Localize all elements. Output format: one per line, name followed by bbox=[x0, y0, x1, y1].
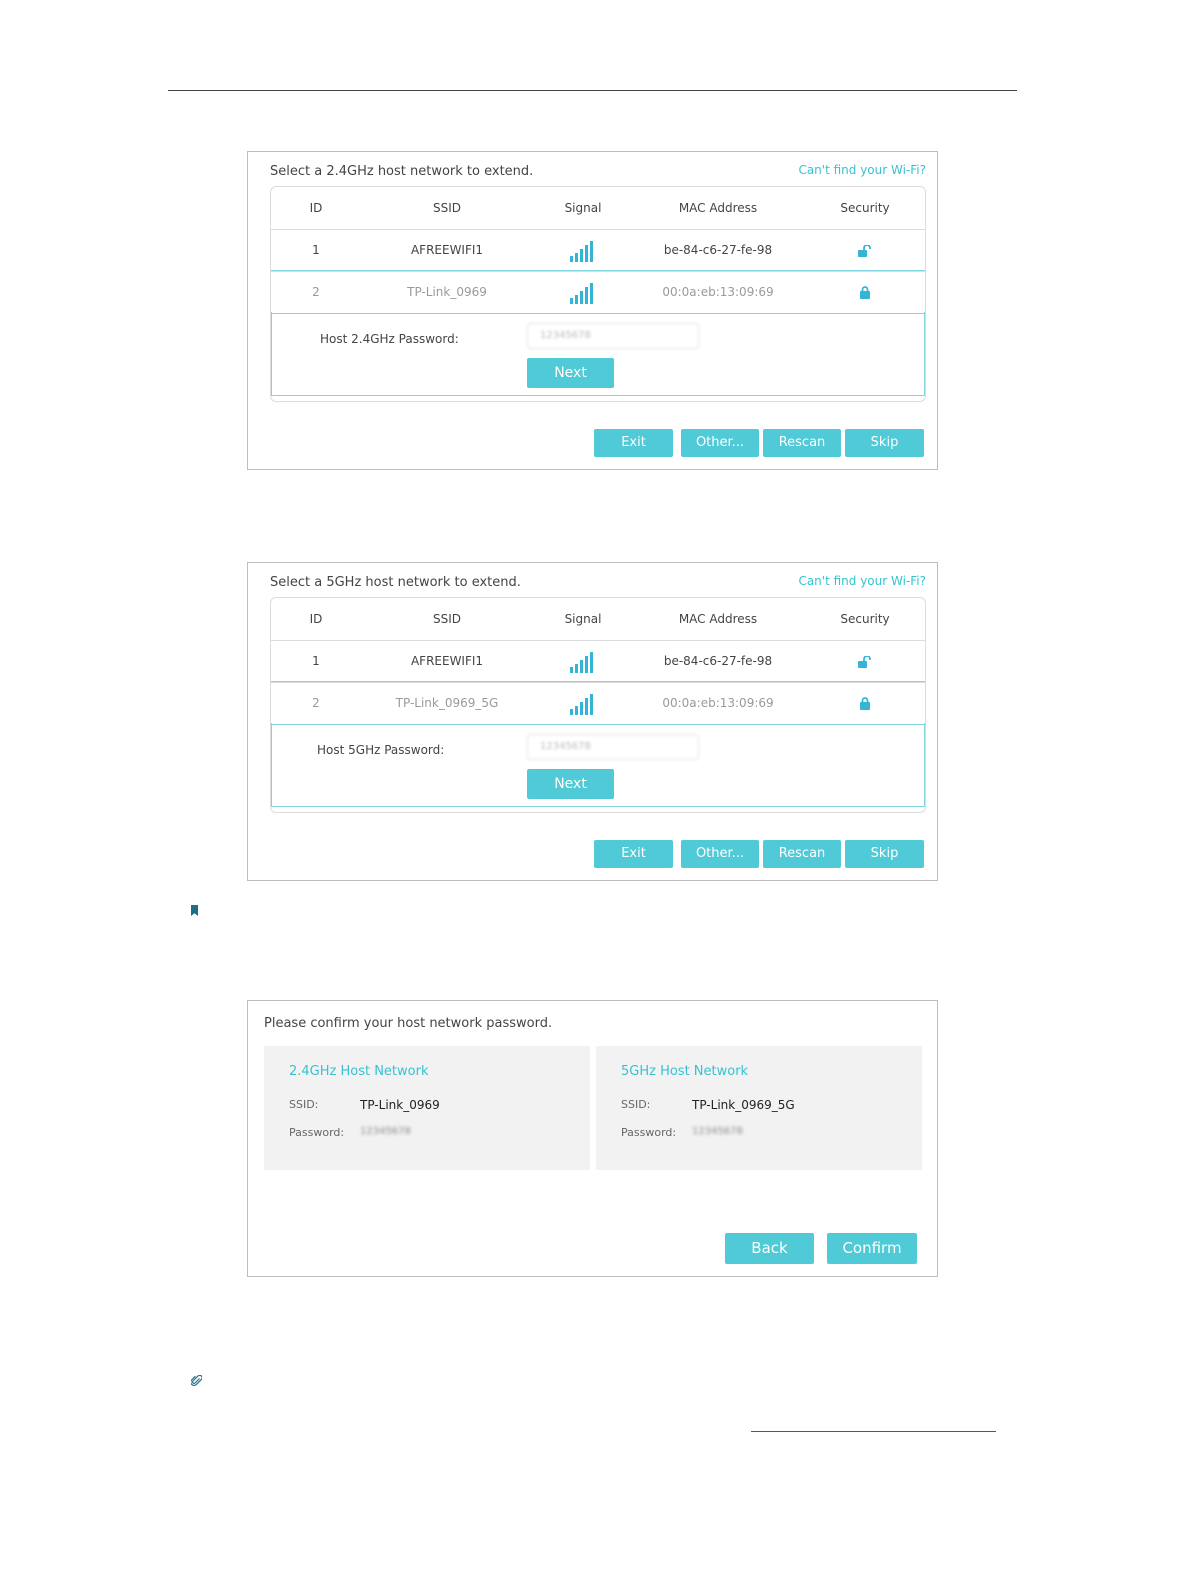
lock-icon bbox=[803, 682, 926, 724]
card-heading: 2.4GHz Host Network bbox=[289, 1064, 429, 1079]
row-mac: be-84-c6-27-fe-98 bbox=[663, 654, 773, 668]
skip-button[interactable]: Skip bbox=[845, 429, 924, 457]
password-section bbox=[271, 312, 925, 396]
ssid-value: TP-Link_0969_5G bbox=[692, 1098, 795, 1112]
signal-icon bbox=[533, 271, 633, 313]
host-network-24ghz-card bbox=[264, 1046, 590, 1170]
back-button[interactable]: Back bbox=[725, 1233, 814, 1264]
cant-find-wifi-link[interactable]: Can't find your Wi-Fi? bbox=[798, 163, 926, 177]
row-id: 1 bbox=[312, 243, 320, 257]
card-heading: 5GHz Host Network bbox=[621, 1064, 749, 1079]
password-label: Host 5GHz Password: bbox=[317, 743, 445, 757]
next-button[interactable]: Next bbox=[527, 769, 614, 799]
header-mac: MAC Address bbox=[678, 201, 758, 215]
cant-find-wifi-link[interactable]: Can't find your Wi-Fi? bbox=[798, 574, 926, 588]
password-label: Password: bbox=[621, 1126, 677, 1139]
network-table bbox=[270, 597, 926, 813]
table-row[interactable] bbox=[271, 229, 925, 272]
next-button[interactable]: Next bbox=[527, 358, 614, 388]
row-id: 2 bbox=[312, 696, 320, 710]
password-value: 12345678 bbox=[692, 1126, 743, 1137]
scan-panel-5ghz bbox=[247, 562, 938, 881]
header-security: Security bbox=[840, 612, 890, 626]
table-row[interactable] bbox=[271, 640, 925, 683]
unlock-icon bbox=[803, 640, 926, 682]
bookmark-icon bbox=[191, 905, 198, 916]
other-button[interactable]: Other... bbox=[681, 840, 759, 868]
rescan-button[interactable]: Rescan bbox=[763, 429, 841, 457]
page-header-rule bbox=[168, 90, 1017, 91]
confirm-button[interactable]: Confirm bbox=[827, 1233, 917, 1264]
signal-icon bbox=[533, 640, 633, 682]
host-network-5ghz-card bbox=[596, 1046, 922, 1170]
row-ssid: TP-Link_0969 bbox=[407, 285, 487, 299]
header-signal: Signal bbox=[564, 201, 602, 215]
ssid-label: SSID: bbox=[621, 1098, 651, 1111]
table-header bbox=[271, 187, 925, 230]
header-ssid: SSID bbox=[432, 201, 461, 215]
ssid-label: SSID: bbox=[289, 1098, 319, 1111]
password-label: Password: bbox=[289, 1126, 345, 1139]
skip-button[interactable]: Skip bbox=[845, 840, 924, 868]
panel-title: Select a 2.4GHz host network to extend. bbox=[270, 164, 534, 179]
row-mac: be-84-c6-27-fe-98 bbox=[663, 243, 773, 257]
row-mac: 00:0a:eb:13:09:69 bbox=[662, 285, 774, 299]
row-ssid: AFREEWIFI1 bbox=[410, 654, 484, 668]
unlock-icon bbox=[803, 229, 926, 271]
confirm-panel bbox=[247, 1000, 938, 1277]
signal-icon bbox=[533, 229, 633, 271]
header-id: ID bbox=[309, 612, 323, 626]
row-id: 2 bbox=[312, 285, 320, 299]
panel-title: Please confirm your host network password. bbox=[264, 1016, 553, 1031]
row-ssid: TP-Link_0969_5G bbox=[395, 696, 499, 710]
header-signal: Signal bbox=[564, 612, 602, 626]
panel-title: Select a 5GHz host network to extend. bbox=[270, 575, 521, 590]
other-button[interactable]: Other... bbox=[681, 429, 759, 457]
rescan-button[interactable]: Rescan bbox=[763, 840, 841, 868]
lock-icon bbox=[803, 271, 926, 313]
hyperlink-underline[interactable] bbox=[751, 1431, 996, 1432]
row-mac: 00:0a:eb:13:09:69 bbox=[662, 696, 774, 710]
row-ssid: AFREEWIFI1 bbox=[410, 243, 484, 257]
password-input[interactable]: 12345678 bbox=[527, 734, 699, 760]
row-id: 1 bbox=[312, 654, 320, 668]
password-value: 12345678 bbox=[360, 1126, 411, 1137]
password-input[interactable]: 12345678 bbox=[527, 323, 699, 349]
password-label: Host 2.4GHz Password: bbox=[320, 332, 459, 346]
exit-button[interactable]: Exit bbox=[594, 429, 673, 457]
table-header bbox=[271, 598, 925, 641]
paperclip-icon bbox=[191, 1372, 202, 1391]
network-table bbox=[270, 186, 926, 402]
header-id: ID bbox=[309, 201, 323, 215]
password-section bbox=[271, 723, 925, 807]
scan-panel-24ghz bbox=[247, 151, 938, 470]
table-row-selected[interactable] bbox=[271, 270, 925, 314]
header-ssid: SSID bbox=[432, 612, 461, 626]
table-row-selected[interactable] bbox=[271, 681, 925, 725]
exit-button[interactable]: Exit bbox=[594, 840, 673, 868]
header-mac: MAC Address bbox=[678, 612, 758, 626]
signal-icon bbox=[533, 682, 633, 724]
ssid-value: TP-Link_0969 bbox=[360, 1098, 440, 1112]
header-security: Security bbox=[840, 201, 890, 215]
